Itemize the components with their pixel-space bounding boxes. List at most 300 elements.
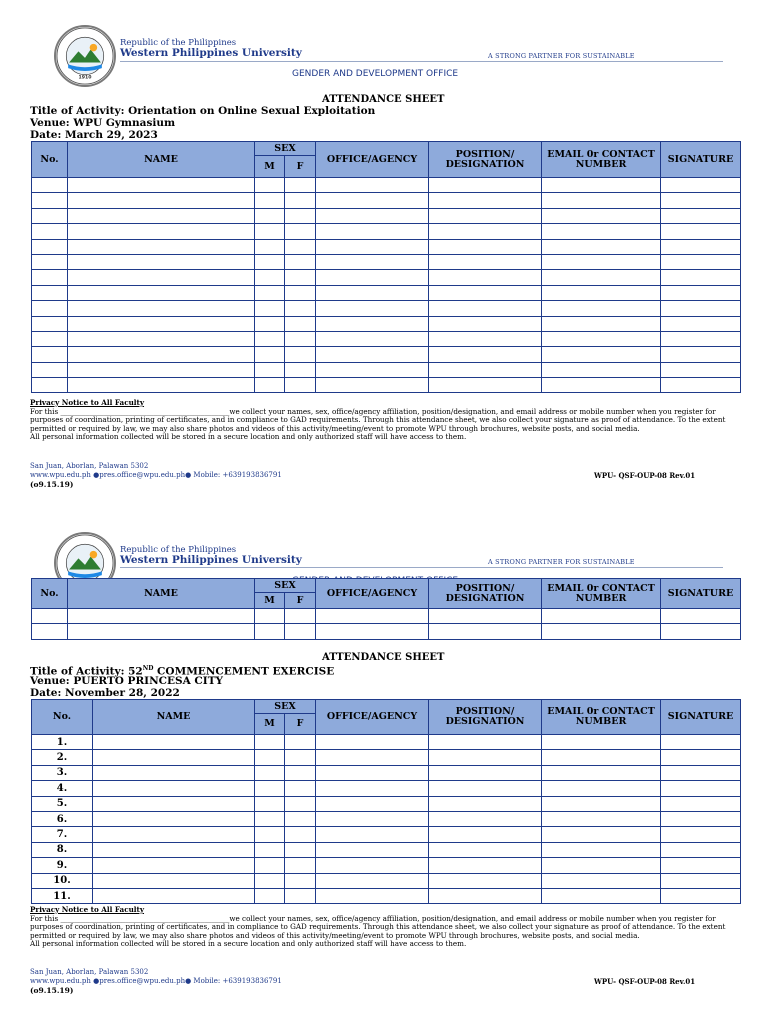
table-row (32, 208, 741, 223)
cell-sex-m[interactable] (255, 178, 285, 193)
cell-sex-f[interactable] (285, 842, 316, 857)
cell-sex-f[interactable] (285, 193, 316, 208)
cell-sex-m[interactable] (255, 750, 285, 765)
university-tagline: A STRONG PARTNER FOR SUSTAINABLE (488, 52, 635, 60)
table-row (32, 254, 741, 269)
cell-signature[interactable] (661, 858, 741, 873)
cell-office[interactable] (316, 347, 429, 362)
cell-sex-f[interactable] (285, 331, 316, 346)
cell-email[interactable] (542, 827, 661, 842)
cell-office[interactable] (316, 193, 429, 208)
ordinal-suffix: ND (142, 665, 154, 672)
footer-address: San Juan, Aborlan, Palawan 5302 (30, 968, 149, 976)
cell-email[interactable] (542, 765, 661, 780)
cell-name[interactable] (68, 270, 255, 285)
cell-sex-f[interactable] (285, 270, 316, 285)
cell-office[interactable] (316, 888, 429, 903)
cell-office[interactable] (316, 270, 429, 285)
cell-email[interactable] (542, 208, 661, 223)
cell-sex-f[interactable] (285, 316, 316, 331)
cell-no: 10. (32, 873, 93, 888)
cell-sex-m[interactable] (255, 254, 285, 269)
col-name: NAME (68, 142, 255, 178)
cell-sex-f[interactable] (285, 827, 316, 842)
university-tagline: A STRONG PARTNER FOR SUSTAINABLE (488, 558, 635, 566)
cell-position[interactable] (429, 609, 542, 624)
cell-position[interactable] (429, 765, 542, 780)
activity-blank: _______________________________________________ (60, 406, 230, 416)
col-signature: SIGNATURE (661, 142, 741, 178)
cell-signature[interactable] (661, 609, 741, 624)
cell-position[interactable] (429, 331, 542, 346)
col-sex: SEX (255, 700, 316, 714)
cell-office[interactable] (316, 254, 429, 269)
cell-office[interactable] (316, 781, 429, 796)
privacy-text: we collect your names, sex, office/agency affiliation, position/designation, and email address or mobile number when you register for purposes of coordination, printing of certificates, and in compliance to GAD requirements. Through this attendance sheet, we also collect your signature as proof of attendance. To the extent permitted or required by law, we may also share photos and videos of this activity/meeting/event to promote WPU through brochures, website posts, and social media. (30, 406, 726, 433)
cell-sex-f[interactable] (285, 254, 316, 269)
cell-no (32, 609, 68, 624)
cell-email[interactable] (542, 609, 661, 624)
cell-office[interactable] (316, 765, 429, 780)
cell-office[interactable] (316, 842, 429, 857)
cell-position[interactable] (429, 316, 542, 331)
table-row (32, 178, 741, 193)
cell-sex-m[interactable] (255, 347, 285, 362)
cell-position[interactable] (429, 781, 542, 796)
cell-sex-m[interactable] (255, 331, 285, 346)
cell-email[interactable] (542, 858, 661, 873)
cell-email[interactable] (542, 796, 661, 811)
cell-sex-f[interactable] (285, 873, 316, 888)
table-row (32, 888, 741, 903)
table-row (32, 316, 741, 331)
table-row (32, 378, 741, 393)
col-name: NAME (68, 579, 255, 609)
cell-sex-f[interactable] (285, 888, 316, 903)
cell-name[interactable] (68, 285, 255, 300)
cell-office[interactable] (316, 796, 429, 811)
cell-office[interactable] (316, 858, 429, 873)
cell-email[interactable] (542, 301, 661, 316)
privacy-notice-2 (30, 906, 740, 949)
cell-signature[interactable] (661, 347, 741, 362)
privacy-heading: Privacy Notice to All Faculty (30, 398, 145, 407)
cell-sex-m[interactable] (255, 362, 285, 377)
col-signature: SIGNATURE (661, 579, 741, 609)
cell-position[interactable] (429, 347, 542, 362)
cell-sex-m[interactable] (255, 842, 285, 857)
col-sex: SEX (255, 579, 316, 593)
cell-no: 2. (32, 750, 93, 765)
cell-signature[interactable] (661, 624, 741, 639)
col-sex: SEX (255, 142, 316, 156)
cell-sex-m[interactable] (255, 888, 285, 903)
form-code: WPU- QSF-OUP-08 Rev.01 (594, 471, 696, 480)
cell-sex-m[interactable] (255, 316, 285, 331)
cell-name[interactable] (68, 178, 255, 193)
activity-title-rest: COMMENCEMENT EXERCISE (153, 665, 335, 678)
cell-no (32, 624, 68, 639)
cell-email[interactable] (542, 811, 661, 826)
cell-position[interactable] (429, 362, 542, 377)
cell-no: 9. (32, 858, 93, 873)
cell-name[interactable] (93, 827, 255, 842)
cell-name[interactable] (68, 378, 255, 393)
activity-venue: Venue: WPU Gymnasium (30, 117, 176, 129)
cell-email[interactable] (542, 193, 661, 208)
cell-office[interactable] (316, 873, 429, 888)
cell-no (32, 378, 68, 393)
form-code: WPU- QSF-OUP-08 Rev.01 (594, 977, 696, 986)
cell-no (32, 178, 68, 193)
cell-email[interactable] (542, 750, 661, 765)
table-row (32, 811, 741, 826)
cell-email[interactable] (542, 239, 661, 254)
table-row (32, 796, 741, 811)
cell-position[interactable] (429, 735, 542, 750)
cell-sex-m[interactable] (255, 858, 285, 873)
cell-signature[interactable] (661, 270, 741, 285)
cell-email[interactable] (542, 842, 661, 857)
cell-sex-m[interactable] (255, 781, 285, 796)
cell-signature[interactable] (661, 750, 741, 765)
cell-no: 4. (32, 781, 93, 796)
cell-name[interactable] (93, 858, 255, 873)
cell-sex-f[interactable] (285, 378, 316, 393)
col-no: No. (32, 700, 93, 735)
cell-signature[interactable] (661, 193, 741, 208)
cell-email[interactable] (542, 285, 661, 300)
table-row (32, 347, 741, 362)
cell-email[interactable] (542, 781, 661, 796)
col-position: POSITION/ DESIGNATION (429, 579, 542, 609)
cell-signature[interactable] (661, 301, 741, 316)
cell-sex-m[interactable] (255, 224, 285, 239)
footer-address: San Juan, Aborlan, Palawan 5302 (30, 462, 149, 470)
cell-sex-f[interactable] (285, 301, 316, 316)
cell-sex-f[interactable] (285, 239, 316, 254)
cell-sex-f[interactable] (285, 811, 316, 826)
cell-no (32, 193, 68, 208)
cell-no: 7. (32, 827, 93, 842)
col-position: POSITION/ DESIGNATION (429, 142, 542, 178)
table-row (32, 239, 741, 254)
cell-name[interactable] (68, 254, 255, 269)
cell-no (32, 285, 68, 300)
table-row (32, 193, 741, 208)
table-row (32, 270, 741, 285)
cell-signature[interactable] (661, 378, 741, 393)
col-email: EMAIL 0r CONTACT NUMBER (542, 579, 661, 609)
cell-signature[interactable] (661, 362, 741, 377)
cell-position[interactable] (429, 796, 542, 811)
cell-sex-m[interactable] (255, 285, 285, 300)
cell-sex-f[interactable] (285, 735, 316, 750)
privacy-lead: For this (30, 913, 59, 923)
office-name: GENDER AND DEVELOPMENT OFFICE (292, 69, 459, 79)
header-rule (120, 61, 723, 62)
cell-signature[interactable] (661, 888, 741, 903)
cell-sex-m[interactable] (255, 270, 285, 285)
cell-office[interactable] (316, 609, 429, 624)
cell-sex-f[interactable] (285, 609, 316, 624)
cell-name[interactable] (93, 781, 255, 796)
cell-no (32, 347, 68, 362)
table-row (32, 858, 741, 873)
table-row (32, 735, 741, 750)
cell-position[interactable] (429, 378, 542, 393)
cell-name[interactable] (68, 331, 255, 346)
cell-email[interactable] (542, 178, 661, 193)
cell-no (32, 270, 68, 285)
cell-no: 11. (32, 888, 93, 903)
cell-email[interactable] (542, 331, 661, 346)
cell-sex-f[interactable] (285, 178, 316, 193)
cell-office[interactable] (316, 624, 429, 639)
cell-sex-f[interactable] (285, 750, 316, 765)
table-row (32, 781, 741, 796)
cell-signature[interactable] (661, 316, 741, 331)
cell-position[interactable] (429, 888, 542, 903)
cell-office[interactable] (316, 316, 429, 331)
university-name: Western Philippines University (120, 47, 302, 59)
col-no: No. (32, 579, 68, 609)
cell-office[interactable] (316, 301, 429, 316)
cell-signature[interactable] (661, 224, 741, 239)
cell-sex-m[interactable] (255, 193, 285, 208)
cell-email[interactable] (542, 735, 661, 750)
cell-sex-f[interactable] (285, 781, 316, 796)
cell-name[interactable] (93, 750, 255, 765)
col-office: OFFICE/AGENCY (316, 142, 429, 178)
university-name: Western Philippines University (120, 554, 302, 566)
cell-position[interactable] (429, 624, 542, 639)
svg-text:1910: 1910 (78, 75, 92, 81)
activity-venue: Venue: PUERTO PRINCESA CITY (30, 675, 224, 687)
cell-position[interactable] (429, 254, 542, 269)
cell-no (32, 301, 68, 316)
cell-position[interactable] (429, 178, 542, 193)
cell-signature[interactable] (661, 735, 741, 750)
cell-no: 8. (32, 842, 93, 857)
cell-name[interactable] (93, 735, 255, 750)
cell-no: 1. (32, 735, 93, 750)
activity-date: Date: November 28, 2022 (30, 687, 180, 699)
cell-signature[interactable] (661, 239, 741, 254)
republic-label: Republic of the Philippines (120, 38, 237, 48)
cell-sex-m[interactable] (255, 796, 285, 811)
cell-sex-m[interactable] (255, 208, 285, 223)
cell-name[interactable] (68, 347, 255, 362)
cell-email[interactable] (542, 270, 661, 285)
cell-office[interactable] (316, 811, 429, 826)
cell-sex-f[interactable] (285, 765, 316, 780)
activity-title: Title of Activity: Orientation on Online Sexual Exploitation (30, 105, 376, 117)
cell-no (32, 362, 68, 377)
cell-sex-m[interactable] (255, 735, 285, 750)
header-rule (120, 567, 723, 568)
table-row (32, 301, 741, 316)
cell-signature[interactable] (661, 254, 741, 269)
cell-name[interactable] (93, 765, 255, 780)
attendance-table-2 (31, 699, 741, 904)
cell-sex-m[interactable] (255, 827, 285, 842)
cell-no (32, 224, 68, 239)
cell-no (32, 331, 68, 346)
col-sex-f: F (285, 593, 316, 609)
cell-name[interactable] (68, 301, 255, 316)
col-sex-m: M (255, 714, 285, 735)
cell-name[interactable] (93, 888, 255, 903)
cell-position[interactable] (429, 842, 542, 857)
cell-office[interactable] (316, 208, 429, 223)
cell-sex-m[interactable] (255, 765, 285, 780)
cell-name[interactable] (93, 873, 255, 888)
col-sex-f: F (285, 714, 316, 735)
table-row (32, 765, 741, 780)
attendance-table-1 (31, 141, 741, 393)
cell-signature[interactable] (661, 208, 741, 223)
cell-position[interactable] (429, 873, 542, 888)
cell-no: 5. (32, 796, 93, 811)
cell-name[interactable] (93, 811, 255, 826)
col-signature: SIGNATURE (661, 700, 741, 735)
privacy-notice-1 (30, 399, 740, 442)
cell-position[interactable] (429, 224, 542, 239)
cell-sex-f[interactable] (285, 224, 316, 239)
cell-signature[interactable] (661, 285, 741, 300)
cell-sex-m[interactable] (255, 378, 285, 393)
cell-position[interactable] (429, 858, 542, 873)
table-row (32, 624, 741, 639)
table-row (32, 750, 741, 765)
privacy-storage: All personal information collected will be stored in a secure location and only authorized staff will have access to them. (30, 432, 467, 442)
privacy-text: we collect your names, sex, office/agency affiliation, position/designation, and email address or mobile number when you register for purposes of coordination, printing of certificates, and in compliance to GAD requirements. Through this attendance sheet, we also collect your signature as proof of attendance. To the extent permitted or required by law, we may also share photos and videos of this activity/meeting/event to promote WPU through brochures, website posts, and social media. (30, 913, 726, 940)
cell-position[interactable] (429, 301, 542, 316)
cell-sex-f[interactable] (285, 208, 316, 223)
activity-date: Date: March 29, 2023 (30, 129, 158, 141)
cell-email[interactable] (542, 224, 661, 239)
cell-email[interactable] (542, 254, 661, 269)
cell-email[interactable] (542, 362, 661, 377)
cell-office[interactable] (316, 285, 429, 300)
cell-sex-f[interactable] (285, 362, 316, 377)
col-email: EMAIL 0r CONTACT NUMBER (542, 142, 661, 178)
table-row (32, 827, 741, 842)
table-row (32, 362, 741, 377)
cell-office[interactable] (316, 750, 429, 765)
cell-position[interactable] (429, 270, 542, 285)
cell-signature[interactable] (661, 178, 741, 193)
col-sex-m: M (255, 593, 285, 609)
cell-name[interactable] (68, 193, 255, 208)
cell-office[interactable] (316, 378, 429, 393)
cell-position[interactable] (429, 811, 542, 826)
col-no: No. (32, 142, 68, 178)
cell-office[interactable] (316, 331, 429, 346)
cell-name[interactable] (68, 624, 255, 639)
cell-office[interactable] (316, 178, 429, 193)
cell-office[interactable] (316, 735, 429, 750)
cell-position[interactable] (429, 827, 542, 842)
cell-email[interactable] (542, 316, 661, 331)
cell-name[interactable] (68, 316, 255, 331)
cell-office[interactable] (316, 224, 429, 239)
cell-signature[interactable] (661, 796, 741, 811)
cell-signature[interactable] (661, 765, 741, 780)
cell-signature[interactable] (661, 827, 741, 842)
cell-office[interactable] (316, 239, 429, 254)
cell-signature[interactable] (661, 781, 741, 796)
cell-sex-f[interactable] (285, 858, 316, 873)
cell-sex-f[interactable] (285, 624, 316, 639)
cell-name[interactable] (68, 362, 255, 377)
cell-sex-f[interactable] (285, 796, 316, 811)
cell-position[interactable] (429, 750, 542, 765)
privacy-body (30, 915, 740, 941)
cell-email[interactable] (542, 378, 661, 393)
footer-contacts: www.wpu.edu.ph ●pres.office@wpu.edu.ph● Mobile: +639193836791 (30, 977, 282, 985)
cell-sex-m[interactable] (255, 811, 285, 826)
cell-sex-m[interactable] (255, 873, 285, 888)
cell-no (32, 316, 68, 331)
cell-no (32, 208, 68, 223)
cell-signature[interactable] (661, 842, 741, 857)
cell-name[interactable] (68, 208, 255, 223)
privacy-body (30, 408, 740, 434)
cell-name[interactable] (68, 239, 255, 254)
cell-name[interactable] (93, 842, 255, 857)
cell-position[interactable] (429, 285, 542, 300)
sheet-heading: ATTENDANCE SHEET (322, 94, 445, 105)
cell-position[interactable] (429, 193, 542, 208)
cell-email[interactable] (542, 873, 661, 888)
cell-name[interactable] (68, 609, 255, 624)
cell-office[interactable] (316, 827, 429, 842)
col-position: POSITION/ DESIGNATION (429, 700, 542, 735)
cell-name[interactable] (68, 224, 255, 239)
cell-sex-m[interactable] (255, 609, 285, 624)
cell-sex-f[interactable] (285, 347, 316, 362)
table-row (32, 331, 741, 346)
cell-signature[interactable] (661, 331, 741, 346)
cell-position[interactable] (429, 239, 542, 254)
cell-position[interactable] (429, 208, 542, 223)
cell-sex-f[interactable] (285, 285, 316, 300)
cell-signature[interactable] (661, 811, 741, 826)
university-seal (54, 25, 116, 87)
col-office: OFFICE/AGENCY (316, 579, 429, 609)
col-email: EMAIL 0r CONTACT NUMBER (542, 700, 661, 735)
cell-email[interactable] (542, 624, 661, 639)
cell-email[interactable] (542, 888, 661, 903)
cell-email[interactable] (542, 347, 661, 362)
cell-no (32, 254, 68, 269)
footer-date-code: (o9.15.19) (30, 480, 74, 489)
col-name: NAME (93, 700, 255, 735)
footer-contacts: www.wpu.edu.ph ●pres.office@wpu.edu.ph● Mobile: +639193836791 (30, 471, 282, 479)
cell-signature[interactable] (661, 873, 741, 888)
cell-sex-m[interactable] (255, 239, 285, 254)
cell-sex-m[interactable] (255, 301, 285, 316)
cell-office[interactable] (316, 362, 429, 377)
cell-no (32, 239, 68, 254)
activity-blank: _______________________________________________ (60, 913, 230, 923)
privacy-heading: Privacy Notice to All Faculty (30, 905, 145, 914)
cell-sex-m[interactable] (255, 624, 285, 639)
col-office: OFFICE/AGENCY (316, 700, 429, 735)
cell-name[interactable] (93, 796, 255, 811)
